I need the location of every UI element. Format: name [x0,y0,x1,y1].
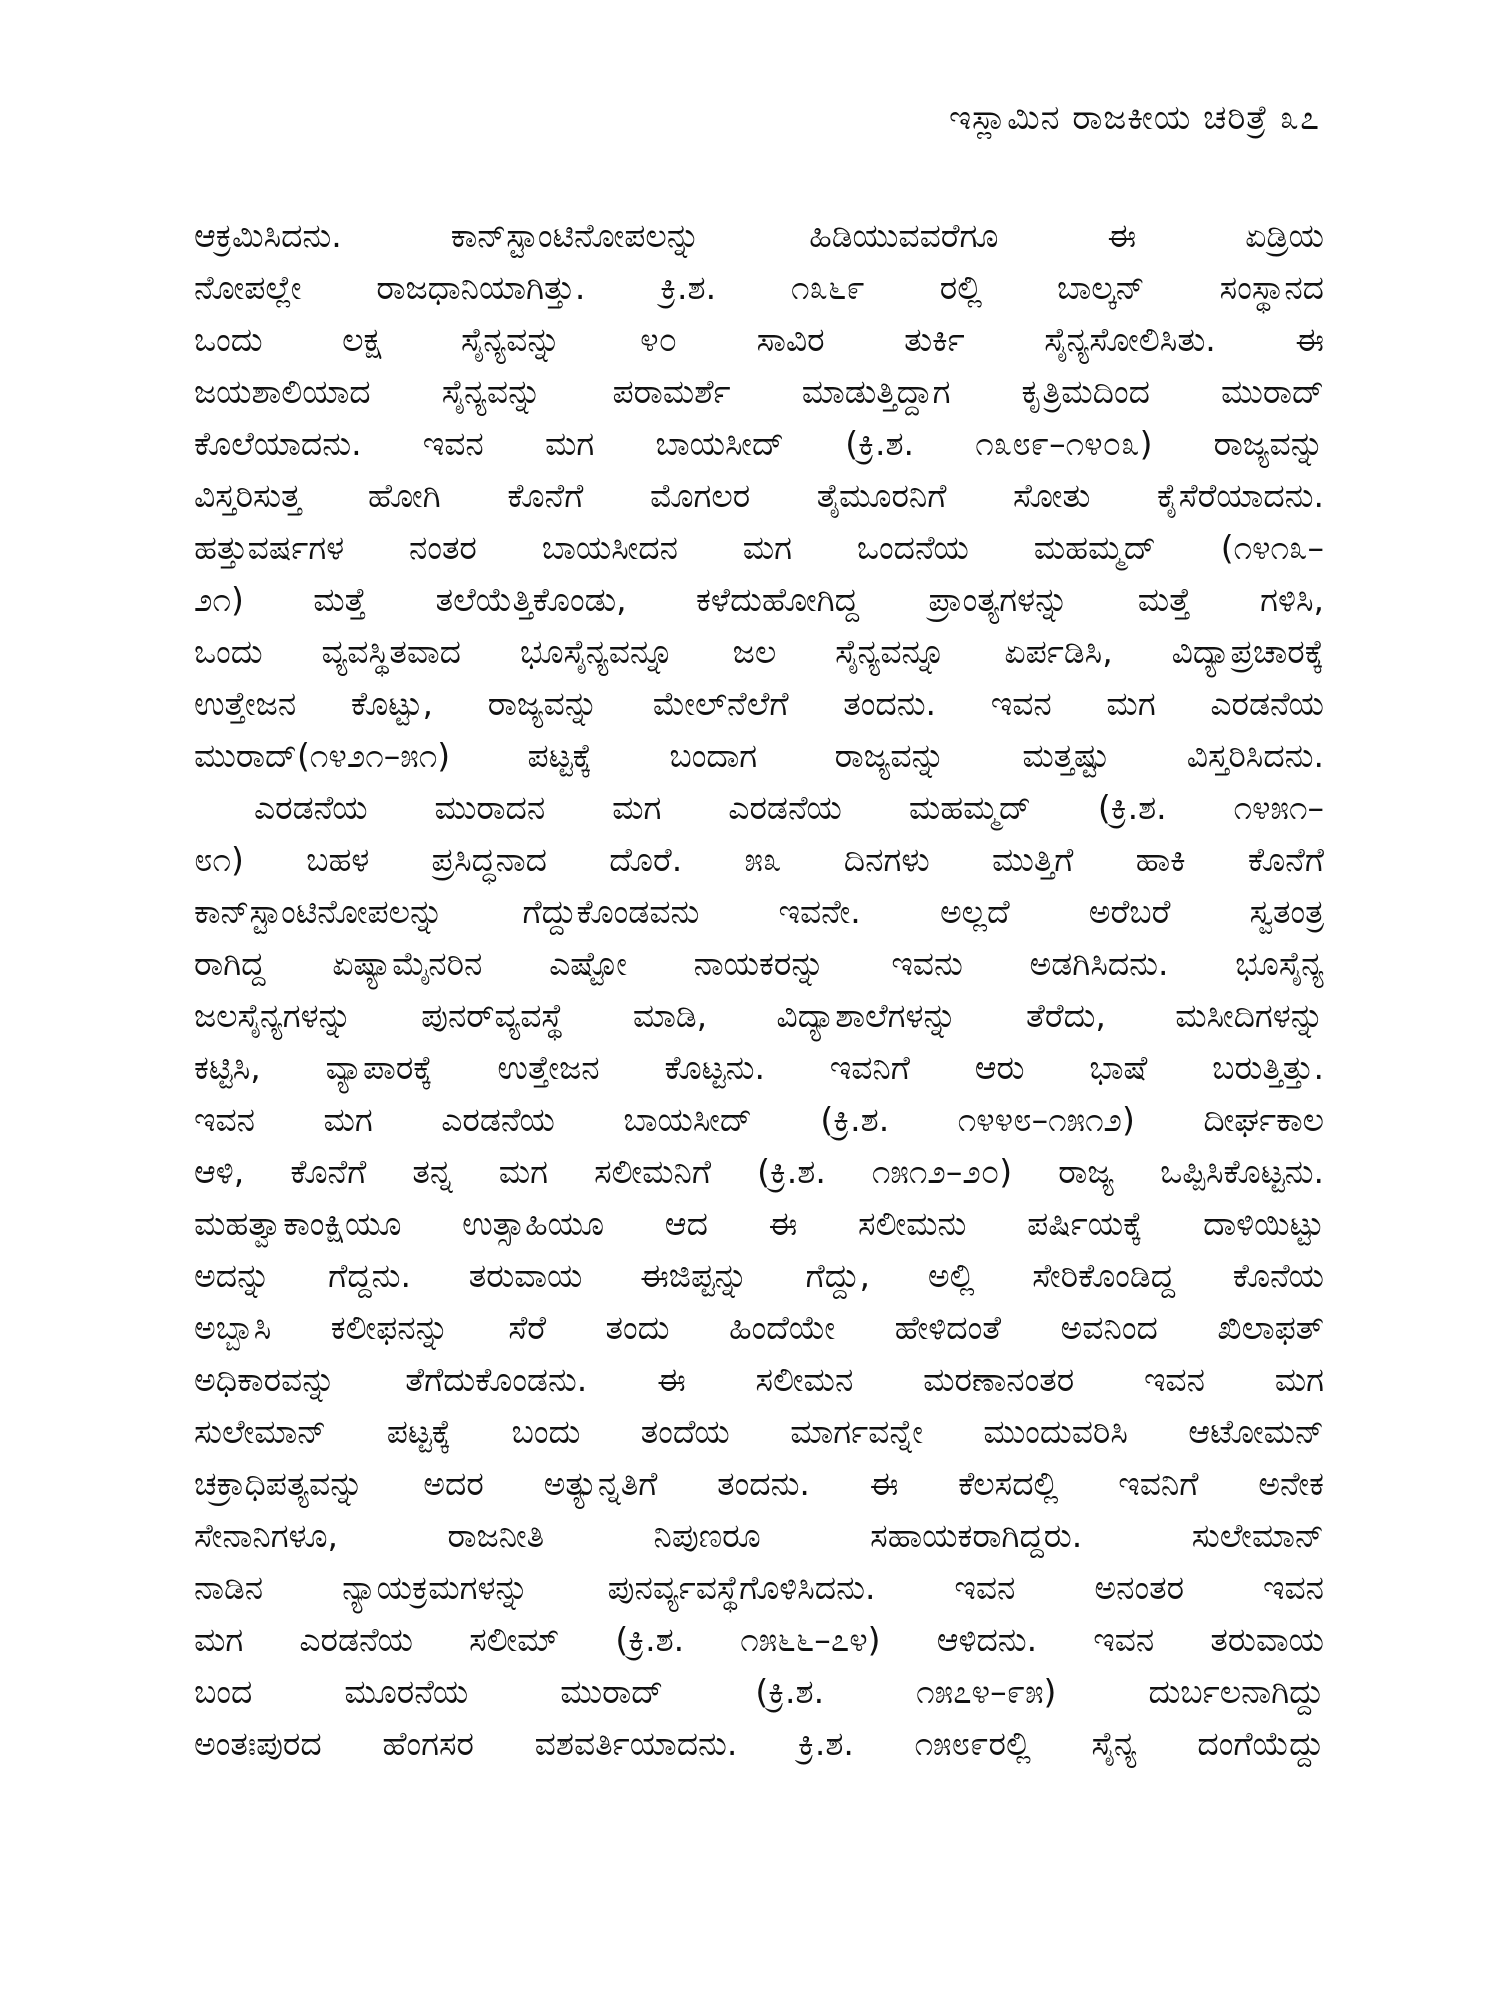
text-line: ೮೧) ಬಹಳ ಪ್ರಸಿದ್ಧನಾದ ದೊರೆ. ೫೩ ದಿನಗಳು ಮುತ್ತಿಗೆ ಹಾಕಿ ಕೊನೆಗೆ [194,840,1324,879]
text-line: ಇವನ ಮಗ ಎರಡನೆಯ ಬಾಯಸೀದ್ (ಕ್ರಿ.ಶ. ೧೪೪೮–೧೫೧೨) ದೀರ್ಘಕಾಲ [194,1100,1324,1139]
text-line: ಮಗ ಎರಡನೆಯ ಸಲೀಮ್ (ಕ್ರಿ.ಶ. ೧೫೬೬–೭೪) ಆಳಿದನು. ಇವನ ತರುವಾಯ [194,1620,1324,1659]
text-line: ಅಂತಃಪುರದ ಹೆಂಗಸರ ವಶವರ್ತಿಯಾದನು. ಕ್ರಿ.ಶ. ೧೫೮೯ರಲ್ಲಿ ಸೈನ್ಯ ದಂಗೆಯೆದ್ದು [194,1724,1324,1763]
text-line: ಕಾನ್‌ಸ್ಟಾಂಟಿನೋಪಲನ್ನು ಗೆದ್ದುಕೊಂಡವನು ಇವನೇ. ಅಲ್ಲದೆ ಅರೆಬರೆ ಸ್ವತಂತ್ರ [194,892,1324,931]
text-line: ಅಬ್ಬಾಸಿ ಕಲೀಫನನ್ನು ಸೆರೆ ತಂದು ಹಿಂದೆಯೇ ಹೇಳಿದಂತೆ ಅವನಿಂದ ಖಿಲಾಫತ್ [194,1308,1324,1347]
text-line: ಬಂದ ಮೂರನೆಯ ಮುರಾದ್ (ಕ್ರಿ.ಶ. ೧೫೭೪–೯೫) ದುರ್ಬಲನಾಗಿದ್ದು [194,1672,1324,1711]
text-line: ವಿಸ್ತರಿಸುತ್ತ ಹೋಗಿ ಕೊನೆಗೆ ಮೊಗಲರ ತೈಮೂರನಿಗೆ ಸೋತು ಕೈಸೆರೆಯಾದನು. [194,476,1324,515]
text-line: ಕೊಲೆಯಾದನು. ಇವನ ಮಗ ಬಾಯಸೀದ್ (ಕ್ರಿ.ಶ. ೧೩೮೯–೧೪೦೩) ರಾಜ್ಯವನ್ನು [194,424,1324,463]
text-line: ಅಧಿಕಾರವನ್ನು ತೆಗೆದುಕೊಂಡನು. ಈ ಸಲೀಮನ ಮರಣಾನಂತರ ಇವನ ಮಗ [194,1360,1324,1399]
text-line: ಹತ್ತುವರ್ಷಗಳ ನಂತರ ಬಾಯಸೀದನ ಮಗ ಒಂದನೆಯ ಮಹಮ್ಮದ್ (೧೪೧೩– [194,528,1324,567]
text-line: ಮಹತ್ವಾಕಾಂಕ್ಷಿಯೂ ಉತ್ಸಾಹಿಯೂ ಆದ ಈ ಸಲೀಮನು ಪರ್ಷಿಯಕ್ಕೆ ದಾಳಿಯಿಟ್ಟು [194,1204,1324,1243]
text-line: ಜಲಸೈನ್ಯಗಳನ್ನು ಪುನರ್‌ವ್ಯವಸ್ಥೆ ಮಾಡಿ, ವಿದ್ಯಾಶಾಲೆಗಳನ್ನು ತೆರೆದು, ಮಸೀದಿಗಳನ್ನು [194,996,1324,1035]
text-line: ಉತ್ತೇಜನ ಕೊಟ್ಟು, ರಾಜ್ಯವನ್ನು ಮೇಲ್‌ನೆಲೆಗೆ ತಂದನು. ಇವನ ಮಗ ಎರಡನೆಯ [194,684,1324,723]
running-header: ಇಸ್ಲಾಮಿನ ರಾಜಕೀಯ ಚರಿತ್ರೆ ೩೭ [948,98,1320,138]
text-line: ಕಟ್ಟಿಸಿ, ವ್ಯಾಪಾರಕ್ಕೆ ಉತ್ತೇಜನ ಕೊಟ್ಟನು. ಇವನಿಗೆ ಆರು ಭಾಷೆ ಬರುತ್ತಿತ್ತು. [194,1048,1324,1087]
text-line: ೨೧) ಮತ್ತೆ ತಲೆಯೆತ್ತಿಕೊಂಡು, ಕಳೆದುಹೋಗಿದ್ದ ಪ್ರಾಂತ್ಯಗಳನ್ನು ಮತ್ತೆ ಗಳಿಸಿ, [194,580,1324,619]
text-line: ನಾಡಿನ ನ್ಯಾಯಕ್ರಮಗಳನ್ನು ಪುನರ್ವ್ಯವಸ್ಥೆಗೊಳಿಸಿದನು. ಇವನ ಅನಂತರ ಇವನ [194,1568,1324,1607]
text-line: ಒಂದು ವ್ಯವಸ್ಥಿತವಾದ ಭೂಸೈನ್ಯವನ್ನೂ ಜಲ ಸೈನ್ಯವನ್ನೂ ಏರ್ಪಡಿಸಿ, ವಿದ್ಯಾಪ್ರಚಾರಕ್ಕೆ [194,632,1324,671]
paragraph-start-line: ಎರಡನೆಯ ಮುರಾದನ ಮಗ ಎರಡನೆಯ ಮಹಮ್ಮದ್ (ಕ್ರಿ.ಶ. ೧೪೫೧– [254,788,1324,827]
body-text [194,210,1324,1770]
text-line: ಒಂದು ಲಕ್ಷ ಸೈನ್ಯವನ್ನು ೪೦ ಸಾವಿರ ತುರ್ಕಿ ಸೈನ್ಯಸೋಲಿಸಿತು. ಈ [194,320,1324,359]
text-line: ಆಕ್ರಮಿಸಿದನು. ಕಾನ್‌ಸ್ಟಾಂಟಿನೋಪಲನ್ನು ಹಿಡಿಯುವವರೆಗೂ ಈ ಏಡ್ರಿಯ [194,216,1324,255]
text-line: ಸೇನಾನಿಗಳೂ, ರಾಜನೀತಿ ನಿಪುಣರೂ ಸಹಾಯಕರಾಗಿದ್ದರು. ಸುಲೇಮಾನ್ [194,1516,1324,1555]
text-line: ಚಕ್ರಾಧಿಪತ್ಯವನ್ನು ಅದರ ಅತ್ಯುನ್ನತಿಗೆ ತಂದನು. ಈ ಕೆಲಸದಲ್ಲಿ ಇವನಿಗೆ ಅನೇಕ [194,1464,1324,1503]
text-line: ಅದನ್ನು ಗೆದ್ದನು. ತರುವಾಯ ಈಜಿಪ್ಟನ್ನು ಗೆದ್ದು, ಅಲ್ಲಿ ಸೇರಿಕೊಂಡಿದ್ದ ಕೊನೆಯ [194,1256,1324,1295]
text-line: ಸುಲೇಮಾನ್ ಪಟ್ಟಕ್ಕೆ ಬಂದು ತಂದೆಯ ಮಾರ್ಗವನ್ನೇ ಮುಂದುವರಿಸಿ ಆಟೋಮನ್ [194,1412,1324,1451]
text-line: ಜಯಶಾಲಿಯಾದ ಸೈನ್ಯವನ್ನು ಪರಾಮರ್ಶೆ ಮಾಡುತ್ತಿದ್ದಾಗ ಕೃತ್ರಿಮದಿಂದ ಮುರಾದ್ [194,372,1324,411]
text-line: ರಾಗಿದ್ದ ಏಷ್ಯಾಮೈನರಿನ ಎಷ್ಟೋ ನಾಯಕರನ್ನು ಇವನು ಅಡಗಿಸಿದನು. ಭೂಸೈನ್ಯ [194,944,1324,983]
text-line: ಮುರಾದ್(೧೪೨೧–೫೧) ಪಟ್ಟಕ್ಕೆ ಬಂದಾಗ ರಾಜ್ಯವನ್ನು ಮತ್ತಷ್ಟು ವಿಸ್ತರಿಸಿದನು. [194,736,1324,775]
text-line: ನೋಪಲ್ಲೇ ರಾಜಧಾನಿಯಾಗಿತ್ತು. ಕ್ರಿ.ಶ. ೧೩೬೯ ರಲ್ಲಿ ಬಾಲ್ಕನ್ ಸಂಸ್ಥಾನದ [194,268,1324,307]
text-line: ಆಳಿ, ಕೊನೆಗೆ ತನ್ನ ಮಗ ಸಲೀಮನಿಗೆ (ಕ್ರಿ.ಶ. ೧೫೧೨–೨೦) ರಾಜ್ಯ ಒಪ್ಪಿಸಿಕೊಟ್ಟನು. [194,1152,1324,1191]
